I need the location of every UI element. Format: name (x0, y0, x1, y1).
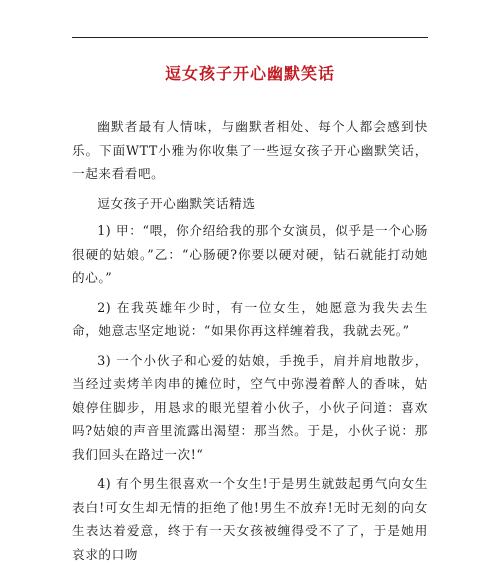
document-title: 逗女孩子开心幽默笑话 (164, 64, 335, 83)
header-rule (72, 37, 428, 38)
joke-paragraph-1: 1) 甲：“喂，你介绍给我的那个女演员，似乎是一个心肠很硬的姑娘。”乙：“心肠硬?你要以硬对硬，钻石就能打动她的心。” (72, 223, 428, 285)
section-heading: 逗女孩子开心幽默笑话精选 (97, 195, 256, 211)
joke-paragraph-3: 3) 一个小伙子和心爱的姑娘，手挽手，肩并肩地散步，当经过卖烤羊肉串的摊位时，空气中弥漫着醉人的香味，姑娘停住脚步，用恳求的眼光望着小伙子，小伙子问道：喜欢吗?姑娘的声音里流露出渴望：那当然。于是，小伙子说：那我们回头在路过一次!“ (72, 352, 428, 462)
joke-paragraph-2: 2) 在我英雄年少时，有一位女生，她愿意为我失去生命，她意志坚定地说：“如果你再这样缠着我，我就去死。” (72, 299, 428, 338)
intro-paragraph: 幽默者最有人情味，与幽默者相处、每个人都会感到快乐。下面WTT小雅为你收集了一些逗女孩子开心幽默笑话，一起来看看吧。 (72, 119, 428, 181)
joke-paragraph-4: 4) 有个男生很喜欢一个女生!于是男生就鼓起勇气向女生表白!可女生却无情的拒绝了他!男生不放弃!无时无刻的向女生表达着爱意，终于有一天女孩被缠得受不了了，于是她用哀求的口吻 (72, 476, 428, 562)
document-body (72, 115, 428, 572)
